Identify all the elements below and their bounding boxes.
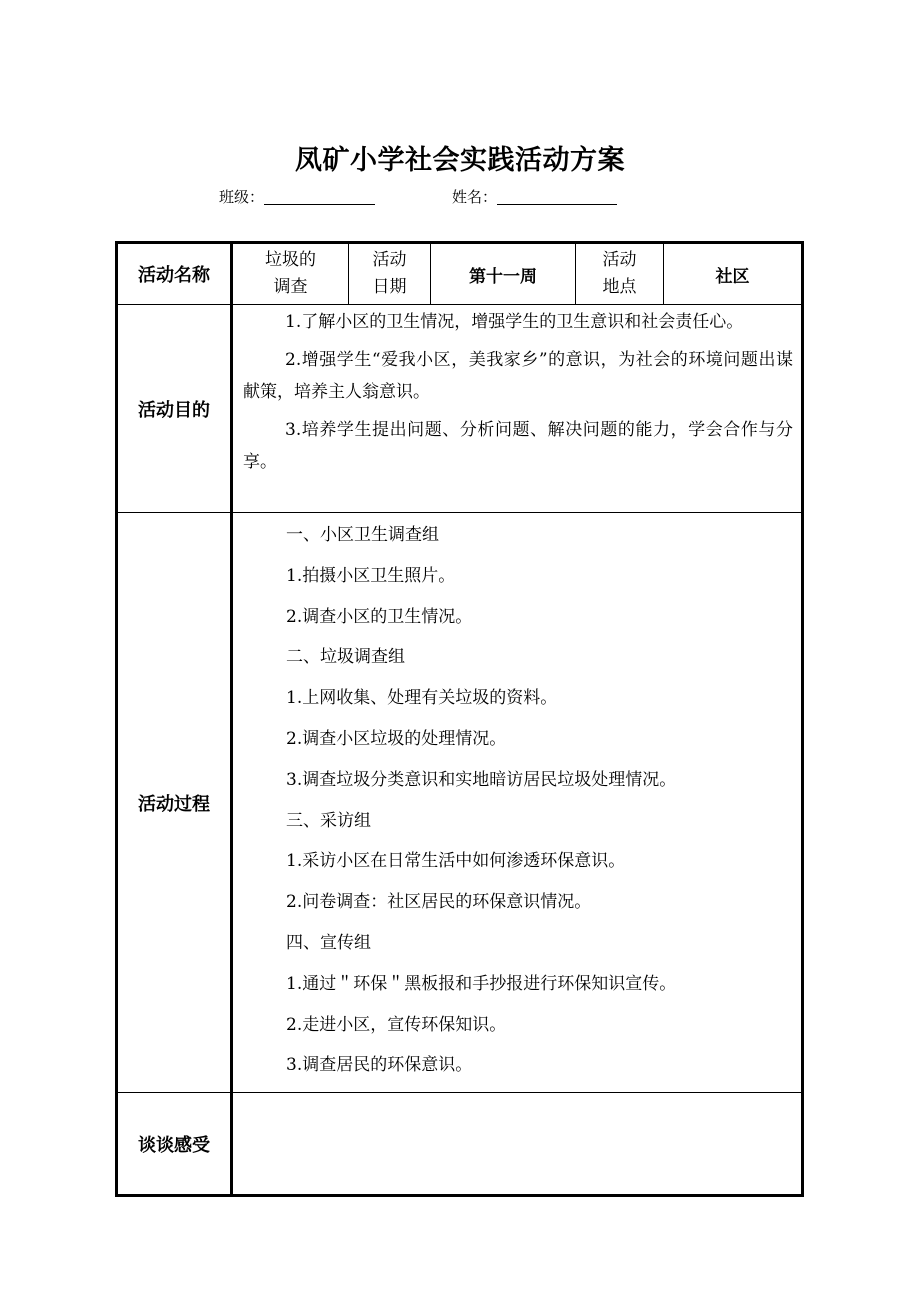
activity-goals-content[interactable] xyxy=(232,305,803,513)
goal-item: 2.增强学生“爱我小区，美我家乡”的意识，为社会的环境问题出谋献策，培养主人翁意识。 xyxy=(243,350,793,402)
activity-name-line2: 调查 xyxy=(273,277,308,297)
process-line: 一、小区卫生调查组 xyxy=(286,525,439,545)
process-line: 2.调查小区垃圾的处理情况。 xyxy=(286,728,507,749)
process-line: 2.走进小区，宣传环保知识。 xyxy=(286,1014,507,1035)
process-line: 1.上网收集、处理有关垃圾的资料。 xyxy=(286,688,558,709)
activity-place-value[interactable]: 社区 xyxy=(664,243,803,305)
name-field xyxy=(452,186,617,207)
activity-place-label-line2: 地点 xyxy=(602,277,637,297)
class-blank-line[interactable] xyxy=(264,188,375,205)
class-label: 班级： xyxy=(219,188,265,206)
feelings-label: 谈谈感受 xyxy=(117,1093,232,1196)
table-row xyxy=(117,243,803,305)
activity-date-value[interactable]: 第十一周 xyxy=(431,243,576,305)
feelings-content[interactable] xyxy=(232,1093,803,1196)
activity-name-value[interactable] xyxy=(232,243,349,305)
table-row xyxy=(117,513,803,1093)
activity-goals-label: 活动目的 xyxy=(117,305,232,513)
activity-plan-table xyxy=(115,241,804,1197)
activity-name-line1: 垃圾的 xyxy=(265,250,316,270)
process-line: 2.问卷调查：社区居民的环保意识情况。 xyxy=(286,892,592,913)
goal-item: 3.培养学生提出问题、分析问题、解决问题的能力，学会合作与分享。 xyxy=(243,420,793,472)
activity-date-label xyxy=(349,243,431,305)
activity-date-label-line2: 日期 xyxy=(372,277,407,297)
activity-date-label-line1: 活动 xyxy=(372,250,407,270)
activity-place-label xyxy=(576,243,664,305)
process-line: 2.调查小区的卫生情况。 xyxy=(286,606,473,627)
document-title: 凤矿小学社会实践活动方案 xyxy=(295,145,625,176)
name-label: 姓名： xyxy=(452,188,498,206)
process-line: 1.通过＂环保＂黑板报和手抄报进行环保知识宣传。 xyxy=(286,973,677,994)
process-line: 四、宣传组 xyxy=(286,932,371,953)
process-line: 二、垃圾调查组 xyxy=(286,647,405,668)
activity-process-label: 活动过程 xyxy=(117,513,232,1093)
process-line: 3.调查垃圾分类意识和实地暗访居民垃圾处理情况。 xyxy=(286,769,677,790)
process-line: 三、采访组 xyxy=(286,810,371,831)
name-blank-line[interactable] xyxy=(497,188,617,205)
activity-place-label-line1: 活动 xyxy=(602,250,637,270)
activity-process-content[interactable] xyxy=(232,513,803,1093)
table-row xyxy=(117,1093,803,1196)
goal-item: 1.了解小区的卫生情况，增强学生的卫生意识和社会责任心。 xyxy=(285,312,744,332)
table-row xyxy=(117,305,803,513)
process-line: 1.采访小区在日常生活中如何渗透环保意识。 xyxy=(286,851,626,872)
activity-name-label: 活动名称 xyxy=(117,243,232,305)
class-field xyxy=(219,186,375,207)
process-line: 1.拍摄小区卫生照片。 xyxy=(286,565,456,586)
process-line: 3.调查居民的环保意识。 xyxy=(286,1055,473,1076)
